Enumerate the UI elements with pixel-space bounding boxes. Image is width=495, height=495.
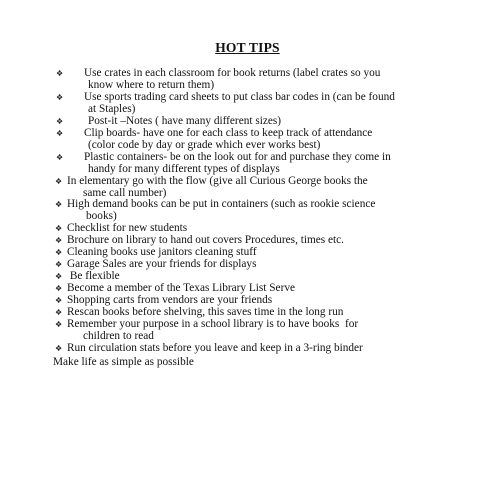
tip-text: Shopping carts from vendors are your friends (67, 294, 273, 307)
tip-text: Clip boards- have one for each class to keep track of attendance (84, 126, 373, 139)
diamond-bullet-icon: ❖ (55, 236, 63, 246)
diamond-bullet-icon: ❖ (55, 343, 63, 353)
tip-text: Run circulation stats before you leave and keep in a 3-ring binder (67, 341, 363, 354)
diamond-bullet-icon: ❖ (56, 69, 64, 78)
diamond-bullet-icon: ❖ (56, 128, 64, 138)
diamond-bullet-icon: ❖ (55, 272, 63, 282)
diamond-bullet-icon: ❖ (55, 176, 63, 186)
tip-text: Remember your purpose in a school library is to have books for (67, 318, 359, 331)
diamond-bullet-icon: ❖ (55, 296, 63, 306)
tip-text: Be flexible (67, 270, 120, 283)
diamond-bullet-icon: ❖ (56, 152, 64, 162)
page-title: HOT TIPS (215, 40, 280, 55)
list-item (0, 68, 495, 92)
list-item (0, 152, 495, 176)
diamond-bullet-icon: ❖ (55, 248, 63, 258)
diamond-bullet-icon: ❖ (55, 320, 63, 330)
list-item (0, 176, 495, 200)
diamond-bullet-icon: ❖ (55, 200, 63, 210)
hot-tips-list (0, 68, 495, 355)
diamond-bullet-icon: ❖ (55, 224, 63, 234)
tip-text-continued: know where to return them) (88, 78, 215, 91)
diamond-bullet-icon: ❖ (56, 92, 64, 102)
diamond-bullet-icon: ❖ (55, 260, 63, 270)
tip-text: Post-it –Notes ( have many different sizes) (88, 114, 282, 127)
tip-text: In elementary go with the flow (give all Curious George books the (67, 174, 368, 187)
diamond-bullet-icon: ❖ (55, 308, 63, 318)
tip-text-continued: (color code by day or grade which ever works best) (88, 138, 321, 151)
tip-text-continued: handy for many different types of displays (88, 162, 280, 175)
list-item (0, 128, 495, 152)
tip-text: Checklist for new students (67, 222, 188, 235)
list-item (0, 199, 495, 223)
tip-text: Garage Sales are your friends for displays (67, 258, 257, 271)
diamond-bullet-icon: ❖ (56, 116, 64, 126)
diamond-bullet-icon: ❖ (55, 284, 63, 294)
tip-text: Become a member of the Texas Library List Serve (67, 282, 295, 295)
tip-text: Plastic containers- be on the look out for and purchase they come in (84, 150, 391, 163)
list-item (0, 343, 495, 355)
tip-text-continued: books) (86, 210, 117, 223)
tip-text-continued: same call number) (83, 186, 167, 199)
list-item (0, 92, 495, 116)
tip-text-continued: children to read (83, 329, 154, 342)
tip-text: Rescan books before shelving, this saves time in the long run (67, 306, 344, 319)
tip-text: Use crates in each classroom for book returns (label crates so you (84, 67, 381, 79)
list-item (0, 116, 495, 128)
list-item (0, 319, 495, 343)
tip-text: Brochure on library to hand out covers Procedures, times etc. (67, 234, 345, 247)
closing-note: Make life as simple as possible (53, 356, 194, 368)
tip-text-continued: at Staples) (88, 102, 136, 115)
tip-text: High demand books can be put in containers (such as rookie science (67, 198, 376, 211)
tip-text: Cleaning books use janitors cleaning stuff (67, 246, 257, 259)
tip-text: Use sports trading card sheets to put class bar codes in (can be found (84, 90, 395, 103)
